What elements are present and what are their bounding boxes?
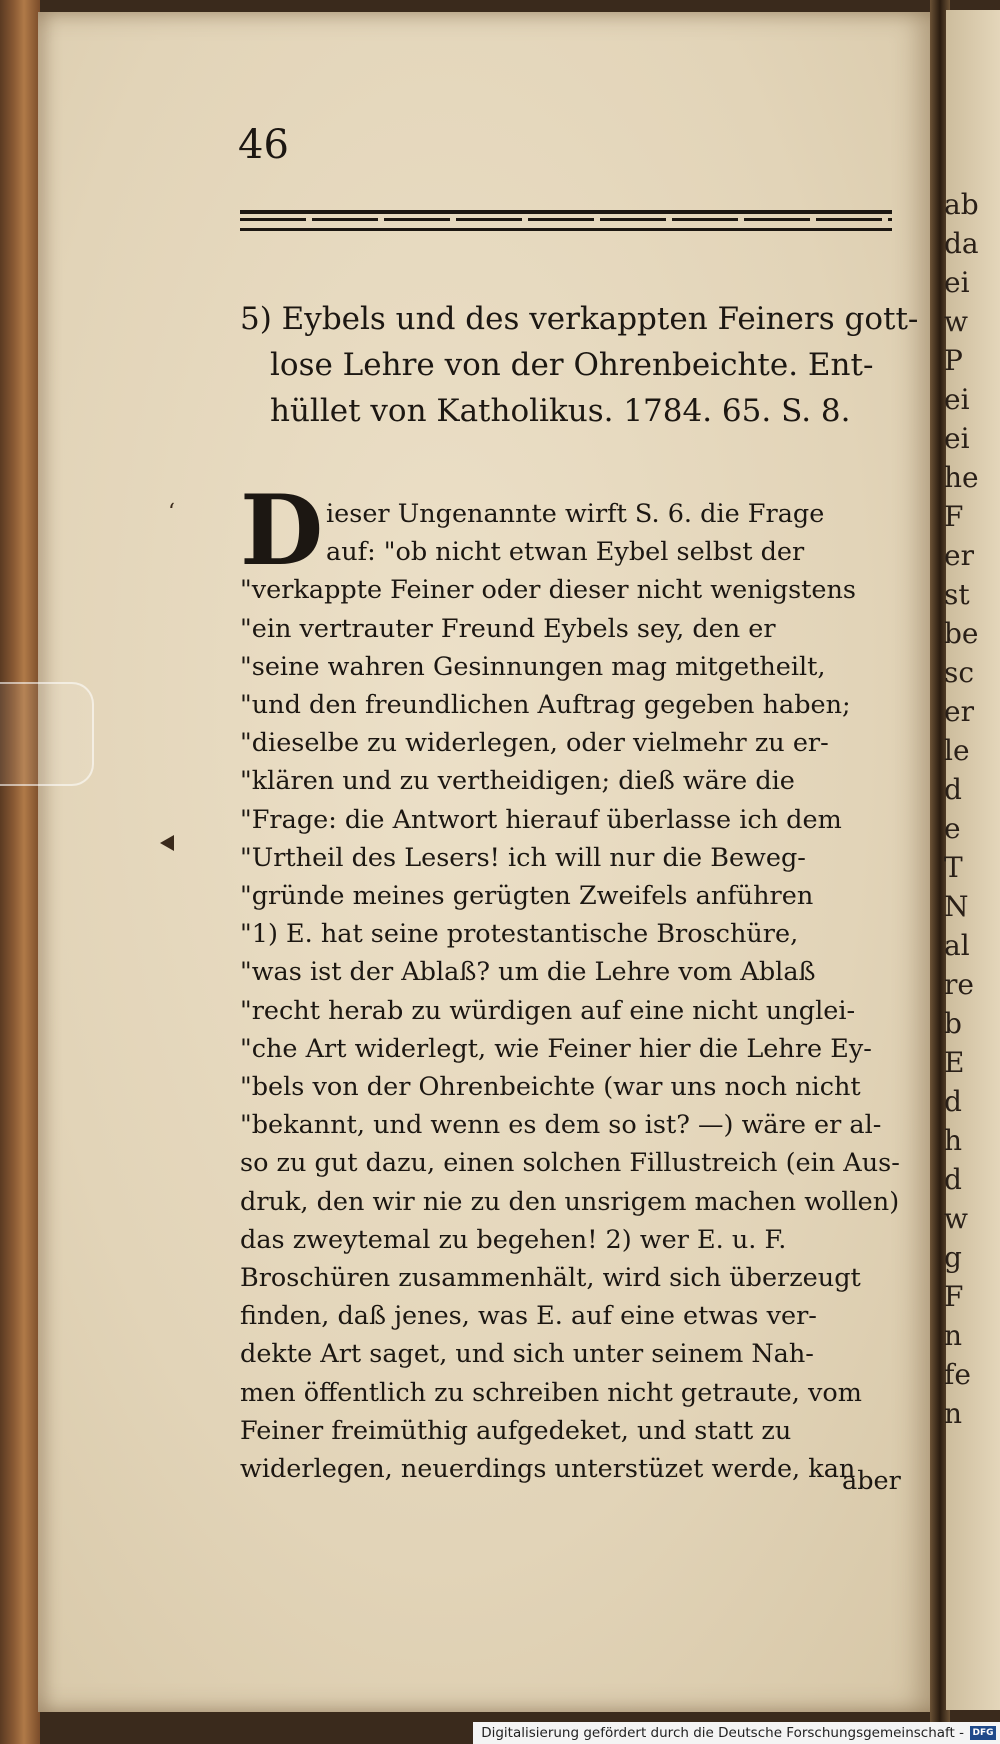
drop-cap: D — [240, 474, 324, 587]
next-page-fragment: al — [944, 929, 970, 962]
body-line: "verkappte Feiner oder dieser nicht wenigstens — [240, 575, 857, 606]
body-line: "dieselbe zu widerlegen, oder vielmehr zu er- — [240, 728, 829, 759]
next-page-fragment: d — [944, 1163, 962, 1196]
next-page-fragment: F — [944, 500, 964, 533]
body-line: "ein vertrauter Freund Eybels sey, den er — [240, 613, 776, 644]
body-line: "gründe meines gerügten Zweifels anführen — [240, 881, 814, 912]
catchword: aber — [842, 1466, 901, 1496]
body-line: "klären und zu vertheidigen; dieß wäre die — [240, 766, 795, 797]
next-page-fragment: be — [944, 617, 979, 650]
margin-arrow-mark — [160, 835, 174, 851]
body-line: ieser Ungenannte wirft S. 6. die Frage — [326, 499, 825, 529]
next-page-fragment: e — [944, 812, 961, 845]
next-page-fragment: E — [944, 1046, 965, 1079]
next-page-fragment: ei — [944, 422, 970, 455]
next-page-fragment: ei — [944, 266, 970, 299]
next-page-fragment: h — [944, 1124, 963, 1157]
section-heading — [240, 296, 919, 434]
next-page-fragment: da — [944, 227, 979, 260]
next-page-fragment: n — [944, 1319, 963, 1352]
next-page-fragment: g — [944, 1241, 962, 1274]
body-line: so zu gut dazu, einen solchen Fillustreich (ein Aus- — [240, 1148, 900, 1179]
body-line: auf: "ob nicht etwan Eybel selbst der — [326, 537, 805, 568]
next-page-fragment: n — [944, 1397, 963, 1430]
next-page-fragment: ei — [944, 383, 970, 416]
body-line: "was ist der Ablaß? um die Lehre vom Ablaß — [240, 957, 816, 988]
next-page-fragment: d — [944, 773, 962, 806]
next-page-fragment: he — [944, 461, 979, 494]
body-line: "recht herab zu würdigen auf eine nicht unglei- — [240, 995, 856, 1026]
dfg-logo: DFG — [970, 1726, 996, 1740]
next-page-fragment: F — [944, 1280, 964, 1313]
page-number: 46 — [238, 122, 289, 168]
footer-text: Digitalisierung gefördert durch die Deutsche Forschungsgemeinschaft - — [481, 1725, 964, 1741]
next-page-fragment: le — [944, 734, 970, 767]
body-line: "und den freundlichen Auftrag gegeben haben; — [240, 690, 851, 721]
body-line: men öffentlich zu schreiben nicht getraute, vom — [240, 1377, 862, 1408]
page-tab-marker — [0, 682, 94, 786]
next-page-fragment: re — [944, 968, 974, 1001]
next-page-fragment: ab — [944, 188, 979, 221]
next-page-fragment: d — [944, 1085, 962, 1118]
body-text — [240, 495, 900, 1488]
body-line: Feiner freimüthig aufgedeket, und statt zu — [240, 1415, 792, 1446]
body-line: widerlegen, neuerdings unterstüzet werde, kan — [240, 1454, 856, 1485]
body-line: das zweytemal zu begehen! 2) wer E. u. F. — [240, 1224, 787, 1255]
next-page-fragment: w — [944, 305, 968, 338]
body-line: "bels von der Ohrenbeichte (war uns noch nicht — [240, 1072, 861, 1103]
body-line: "1) E. hat seine protestantische Broschüre, — [240, 919, 799, 950]
body-line: finden, daß jenes, was E. auf eine etwas ver- — [240, 1301, 817, 1332]
next-page-fragment: N — [944, 890, 969, 923]
heading-line: 5) Eybels und des verkappten Feiners gott- — [240, 301, 919, 337]
next-page-fragment: fe — [944, 1358, 971, 1391]
body-line: "seine wahren Gesinnungen mag mitgetheilt, — [240, 651, 826, 682]
header-rule — [240, 210, 892, 231]
next-page-fragment: er — [944, 539, 974, 572]
body-line: Broschüren zusammenhält, wird sich überzeugt — [240, 1263, 861, 1294]
next-page-fragment: st — [944, 578, 970, 611]
next-page-fragment: sc — [944, 656, 975, 689]
body-line: "che Art widerlegt, wie Feiner hier die Lehre Ey- — [240, 1033, 872, 1064]
next-page-edge — [946, 10, 1000, 1710]
next-page-fragment: P — [944, 344, 963, 377]
body-line: druk, den wir nie zu den unsrigem machen wollen) — [240, 1186, 900, 1217]
next-page-fragment: T — [944, 851, 963, 884]
heading-line: lose Lehre von der Ohrenbeichte. Ent- — [270, 347, 874, 383]
heading-line: hüllet von Katholikus. 1784. 65. S. 8. — [270, 393, 851, 429]
footer-credit — [473, 1722, 1000, 1744]
book-edge-left — [0, 0, 40, 1744]
next-page-fragment: b — [944, 1007, 962, 1040]
margin-tick-mark: ‘ — [168, 500, 175, 525]
body-line: "bekannt, und wenn es dem so ist? —) wäre er al- — [240, 1110, 882, 1141]
body-line: "Frage: die Antwort hierauf überlasse ich dem — [240, 804, 842, 835]
next-page-fragment: w — [944, 1202, 968, 1235]
body-line: "Urtheil des Lesers! ich will nur die Beweg- — [240, 842, 806, 873]
body-line: dekte Art saget, und sich unter seinem Nah- — [240, 1339, 814, 1370]
next-page-fragment: er — [944, 695, 974, 728]
